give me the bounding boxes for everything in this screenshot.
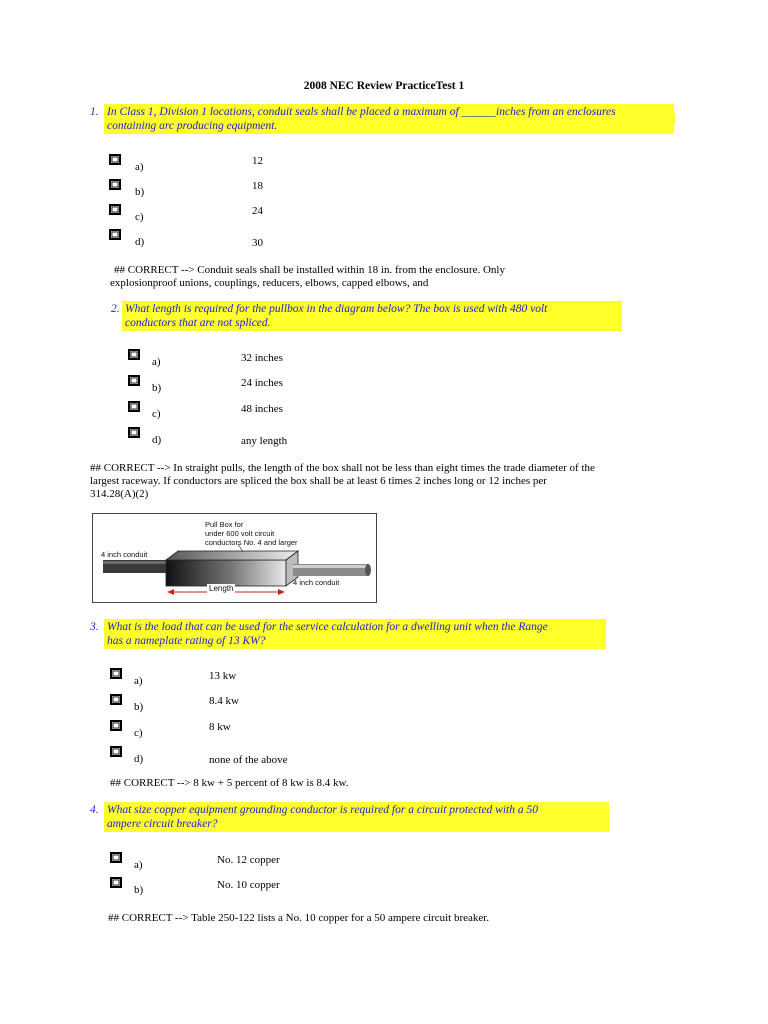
option-value: 48 inches — [241, 403, 283, 415]
question-text: What is the load that can be used for the service calculation for a dwelling unit when the Range has a nameplate rating of 13 KW? — [104, 619, 606, 649]
left-conduit-label: 4 inch conduit — [101, 550, 148, 559]
page-title: 2008 NEC Review PracticeTest 1 — [303, 80, 465, 92]
option-letter: c) — [134, 727, 143, 739]
option-value: No. 12 copper — [217, 854, 280, 866]
option-letter: d) — [134, 753, 144, 765]
question-text: In Class 1, Division 1 locations, conduit seals shall be placed a maximum of ______inches from an enclosures containing arc producing equipment. — [104, 104, 674, 134]
option-letter: b) — [134, 884, 144, 896]
option-value: 30 — [252, 237, 263, 249]
radio-button-icon[interactable] — [109, 229, 121, 240]
explanation-text: ## CORRECT --> In straight pulls, the length of the box shall not be less than eight times the trade diameter of the largest raceway. If conductors are spliced the box shall be at least 6 times 2 inches long or 12 inches per 314.28(A)(2) — [90, 462, 595, 500]
radio-button-icon[interactable] — [109, 204, 121, 215]
radio-button-icon[interactable] — [128, 375, 140, 386]
question-number: 2. — [111, 303, 120, 315]
option-value: 12 — [252, 155, 263, 167]
question-number: 1. — [90, 106, 99, 118]
right-conduit-label: 4 inch conduit — [293, 578, 340, 587]
question-text: What length is required for the pullbox in the diagram below? The box is used with 480 volt conductors that are not spliced. — [122, 301, 622, 331]
question-number: 3. — [90, 621, 99, 633]
length-label: Length — [209, 584, 234, 593]
radio-button-icon[interactable] — [110, 877, 122, 888]
explanation-text: ## CORRECT --> 8 kw + 5 percent of 8 kw is 8.4 kw. — [110, 777, 349, 789]
option-value: none of the above — [209, 754, 288, 766]
question-text: What size copper equipment grounding conductor is required for a circuit protected with a 50 ampere circuit breaker? — [104, 802, 609, 832]
radio-button-icon[interactable] — [110, 720, 122, 731]
option-letter: a) — [134, 675, 143, 687]
radio-button-icon[interactable] — [109, 154, 121, 165]
option-letter: b) — [152, 382, 162, 394]
radio-button-icon[interactable] — [110, 694, 122, 705]
radio-button-icon[interactable] — [128, 349, 140, 360]
explanation-text: ## CORRECT --> Table 250-122 lists a No. 10 copper for a 50 ampere circuit breaker. — [108, 912, 490, 924]
option-letter: a) — [134, 859, 143, 871]
option-letter: d) — [152, 434, 162, 446]
option-letter: b) — [135, 186, 145, 198]
option-letter: b) — [134, 701, 144, 713]
option-value: 13 kw — [209, 670, 237, 682]
option-letter: c) — [152, 408, 161, 420]
radio-button-icon[interactable] — [128, 427, 140, 438]
radio-button-icon[interactable] — [110, 852, 122, 863]
option-value: 18 — [252, 180, 263, 192]
radio-button-icon[interactable] — [128, 401, 140, 412]
radio-button-icon[interactable] — [110, 746, 122, 757]
option-value: 32 inches — [241, 352, 283, 364]
option-letter: d) — [135, 236, 145, 248]
option-letter: a) — [135, 161, 144, 173]
option-value: 24 inches — [241, 377, 283, 389]
box-label: Pull Box for under 600 volt circuit conductors No. 4 and larger — [205, 520, 298, 547]
explanation-text: ## CORRECT --> Conduit seals shall be installed within 18 in. from the enclosure. Only explosionproof unions, couplings, reducers, elbows, capped elbows, and — [110, 264, 505, 289]
option-letter: a) — [152, 356, 161, 368]
highlight-marker — [672, 113, 675, 124]
option-letter: c) — [135, 211, 144, 223]
radio-button-icon[interactable] — [109, 179, 121, 190]
pullbox-diagram — [92, 513, 377, 603]
option-value: No. 10 copper — [217, 879, 280, 891]
option-value: 8 kw — [209, 721, 231, 733]
option-value: 8.4 kw — [209, 695, 239, 707]
question-number: 4. — [90, 804, 99, 816]
option-value: 24 — [252, 205, 263, 217]
option-value: any length — [241, 435, 288, 447]
radio-button-icon[interactable] — [110, 668, 122, 679]
